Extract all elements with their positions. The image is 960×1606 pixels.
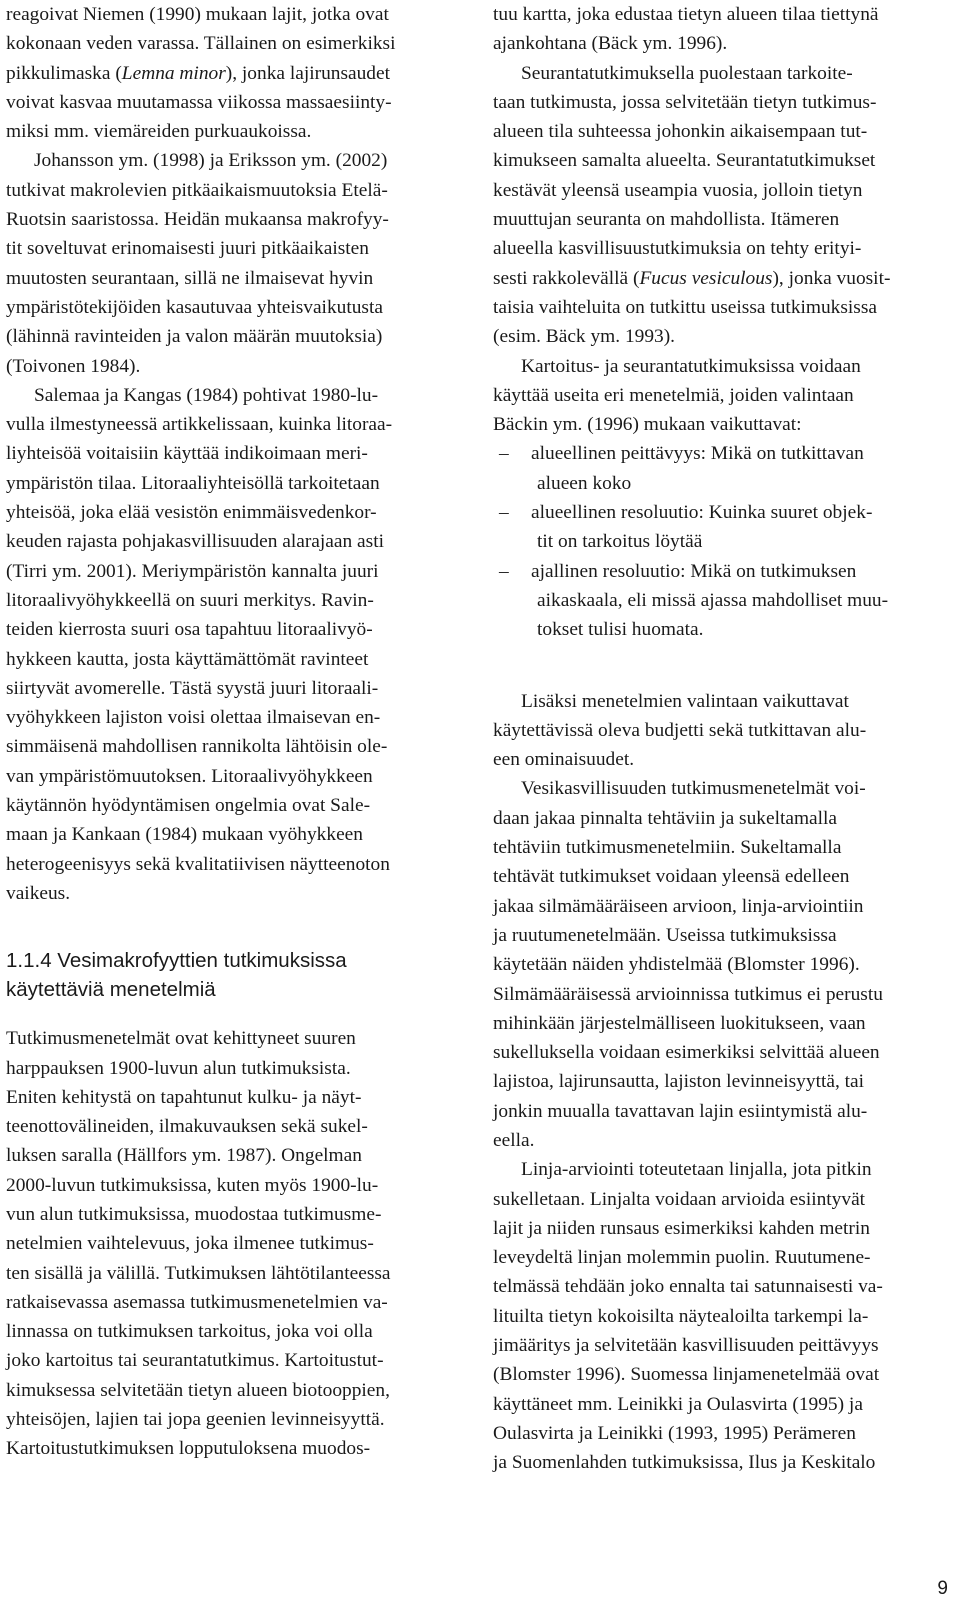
text-line: yhteisöä, joka elää vesistön enimmäisvedenkor- xyxy=(6,502,377,524)
text-line: voivat kasvaa muutamassa viikossa massaesiinty- xyxy=(6,91,392,113)
text-line: ratkaisevassa asemassa tutkimusmenetelmien va- xyxy=(6,1291,388,1313)
paragraph xyxy=(493,352,949,440)
text-line: sukelluksella voidaan esimerkiksi selvittää alueen xyxy=(493,1042,880,1064)
text-line: liyhteisöä voitaisiin käyttää indikoimaan meri- xyxy=(6,443,368,465)
text-line: tehtävät tutkimukset voidaan yleensä edelleen xyxy=(493,866,850,888)
text-line: simmäisenä mahdollisen rannikolta lähtöisin ole- xyxy=(6,736,388,758)
text-line: Lisäksi menetelmien valintaan vaikuttavat xyxy=(521,690,849,712)
text-line: reagoivat Niemen (1990) mukaan lajit, jotka ovat xyxy=(6,4,389,25)
text-line: ympäristön tilaa. Litoraaliyhteisöllä tarkoitetaan xyxy=(6,472,380,494)
text-line: vaikeus. xyxy=(6,882,71,904)
text-line: kimukseen samalta alueelta. Seurantatutkimukset xyxy=(493,150,876,172)
bullet-continuation: tokset tulisi huomata. xyxy=(537,619,704,641)
text-line: litoraalivyöhykkeellä on suuri merkitys. Ravin- xyxy=(6,589,374,611)
text-line: lajit ja niiden runsaus esimerkiksi kahden metrin xyxy=(493,1217,870,1239)
text-line: ajankohtana (Bäck ym. 1996). xyxy=(493,33,728,55)
text-line: (Toivonen 1984). xyxy=(6,355,141,377)
text-line: linnassa on tutkimuksen tarkoitus, joka voi olla xyxy=(6,1321,373,1343)
text-line: heterogeenisyys sekä kvalitatiivisen näytteenoton xyxy=(6,853,390,875)
text-line: joko kartoitus tai seurantatutkimus. Kartoitustut- xyxy=(6,1350,384,1372)
text-line: sesti rakkolevällä (Fucus vesiculous), jonka vuosit- xyxy=(493,267,891,289)
text-line: alueella kasvillisuustutkimuksia on tehty erityi- xyxy=(493,238,862,260)
text-line: ten sisällä ja välillä. Tutkimuksen lähtötilanteessa xyxy=(6,1262,391,1284)
paragraph xyxy=(6,0,461,146)
text-line: Linja-arviointi toteutetaan linjalla, jota pitkin xyxy=(521,1159,872,1181)
text-line: tehtäviin tutkimusmenetelmiin. Sukeltamalla xyxy=(493,837,842,859)
text-line: tuu kartta, joka edustaa tietyn alueen tilaa tiettynä xyxy=(493,4,879,25)
text-line: jimääritys ja selvitetään kasvillisuuden peittävyys xyxy=(493,1335,879,1357)
text-line: alueen tila suhteessa johonkin aikaisempaan tut- xyxy=(493,121,868,143)
text-line: eella. xyxy=(493,1129,535,1151)
section-heading xyxy=(6,946,461,1004)
text-line: käytetään näiden yhdistelmää (Blomster 1996). xyxy=(493,954,860,976)
text-line: teenottovälineiden, ilmakuvauksen sekä sukel- xyxy=(6,1116,368,1138)
text-line: een ominaisuudet. xyxy=(493,749,635,771)
left-column xyxy=(6,0,461,1464)
text-line: yhteisöjen, lajien tai jopa geenien levinneisyyttä. xyxy=(6,1409,385,1431)
text-line: ja ruutumenetelmään. Useissa tutkimuksissa xyxy=(493,924,837,946)
text-line: luksen saralla (Hällfors ym. 1987). Ongelman xyxy=(6,1145,362,1167)
text-line: käytettäviä menetelmiä xyxy=(6,978,216,1002)
text-line: ja Suomenlahden tutkimuksissa, Ilus ja Keskitalo xyxy=(493,1452,876,1474)
text-line: ympäristötekijöiden kasautuvaa yhteisvaikutusta xyxy=(6,296,383,318)
species-name: Fucus vesiculous xyxy=(639,267,773,289)
text-line: taisia vaihteluita on tutkittu useissa tutkimuksissa xyxy=(493,296,878,318)
text-line: Kartoitustutkimuksen lopputuloksena muodos- xyxy=(6,1438,371,1460)
paragraph xyxy=(493,1155,949,1477)
text-line: taan tutkimusta, jossa selvitetään tietyn tutkimus- xyxy=(493,91,877,113)
text-line: kokonaan veden varassa. Tällainen on esimerkiksi xyxy=(6,33,396,55)
text-line: tutkivat makrolevien pitkäaikaismuutoksia Etelä- xyxy=(6,179,388,201)
text-line: vyöhykkeen lajiston voisi olettaa ilmaisevan en- xyxy=(6,707,381,729)
paragraph xyxy=(6,146,461,380)
text-line: Seurantatutkimuksella puolestaan tarkoite- xyxy=(521,62,853,84)
text-line: keuden rajasta pohjakasvillisuuden alarajaan asti xyxy=(6,531,384,553)
text-line: (Blomster 1996). Suomessa linjamenetelmää ovat xyxy=(493,1364,880,1386)
text-line: siirtyvät avomerelle. Tästä syystä juuri litoraali- xyxy=(6,677,379,699)
text-line: maan ja Kankaan (1984) mukaan vyöhykkeen xyxy=(6,824,363,846)
dash-marker: – xyxy=(499,502,509,524)
text-line: 2000-luvun tutkimuksissa, kuten myös 1900-lu- xyxy=(6,1174,379,1196)
text-line: käyttäneet mm. Leinikki ja Oulasvirta (1995) ja xyxy=(493,1393,863,1415)
text-line: telmässä tehdään joko ennalta tai satunnaisesti va- xyxy=(493,1276,883,1298)
text-line: Ruotsin saaristossa. Heidän mukaansa makrofyy- xyxy=(6,209,389,231)
dash-marker: – xyxy=(499,560,509,582)
text-line: mihinkään järjestelmälliseen luokitukseen, vaan xyxy=(493,1012,866,1034)
paragraph xyxy=(493,0,949,59)
text-line: Oulasvirta ja Leinikki (1993, 1995) Perämeren xyxy=(493,1422,856,1444)
text-line: kestävät yleensä useampia vuosia, jolloin tietyn xyxy=(493,179,863,201)
text-line: Kartoitus- ja seurantatutkimuksissa voidaan xyxy=(521,355,861,377)
text-line: Vesikasvillisuuden tutkimusmenetelmät voi- xyxy=(521,778,866,800)
right-column xyxy=(493,0,949,1478)
text-line: pikkulimaska (Lemna minor), jonka lajirunsaudet xyxy=(6,62,390,84)
text-line: vun alun tutkimuksissa, muodostaa tutkimusme- xyxy=(6,1203,382,1225)
text-line: käyttää useita eri menetelmiä, joiden valintaan xyxy=(493,384,854,406)
paragraph xyxy=(6,381,461,908)
text-line: hykkeen kautta, josta käyttämättömät ravinteet xyxy=(6,648,369,670)
text-line: Salemaa ja Kangas (1984) pohtivat 1980-lu- xyxy=(34,384,379,406)
paragraph xyxy=(493,687,949,775)
dash-marker: – xyxy=(499,443,509,465)
text-line: harppauksen 1900-luvun alun tutkimuksista. xyxy=(6,1057,351,1079)
species-name: Lemna minor xyxy=(121,62,226,84)
text-line: käytännön hyödyntämisen ongelmia ovat Sale- xyxy=(6,795,371,817)
bullet-item: – alueellinen peittävyys: Mikä on tutkittavan xyxy=(493,439,949,468)
paragraph xyxy=(493,774,949,1155)
text-line: Bäckin ym. (1996) mukaan vaikuttavat: xyxy=(493,414,802,436)
paragraph xyxy=(6,1024,461,1463)
text-line: muuttujan seuranta on mahdollista. Itämeren xyxy=(493,209,840,231)
text-line: netelmien vaihtelevuus, joka ilmenee tutkimus- xyxy=(6,1233,374,1255)
text-line: käytettävissä oleva budjetti sekä tutkittavan alu- xyxy=(493,719,867,741)
page-number: 9 xyxy=(937,1578,948,1599)
text-line: (esim. Bäck ym. 1993). xyxy=(493,326,676,348)
text-line: sukelletaan. Linjalta voidaan arvioida esiintyvät xyxy=(493,1188,866,1210)
text-line: Silmämääräisessä arvioinnissa tutkimus ei perustu xyxy=(493,983,883,1005)
bullet-continuation: tit on tarkoitus löytää xyxy=(537,531,703,553)
bullet-continuation: aikaskaala, eli missä ajassa mahdolliset muu- xyxy=(537,589,889,611)
text-line: jakaa silmämääräiseen arvioon, linja-arviointiin xyxy=(493,895,864,917)
text-line: teiden kierrosta suuri osa tapahtuu litoraalivyö- xyxy=(6,619,373,641)
text-line: tit soveltuvat erinomaisesti juuri pitkäaikaisten xyxy=(6,238,369,260)
bullet-continuation: alueen koko xyxy=(537,472,632,494)
text-line: Johansson ym. (1998) ja Eriksson ym. (2002) xyxy=(34,150,388,172)
text-line: 1.1.4 Vesimakrofyyttien tutkimuksissa xyxy=(6,949,347,973)
text-line: van ympäristömuutoksen. Litoraalivyöhykkeen xyxy=(6,765,373,787)
paragraph xyxy=(493,59,949,352)
text-line: (Tirri ym. 2001). Meriympäristön kannalta juuri xyxy=(6,560,379,582)
text-line: lajistoa, lajirunsautta, lajiston levinneisyyttä, tai xyxy=(493,1071,865,1093)
text-line: leveydeltä linjan molemmin puolin. Ruutumene- xyxy=(493,1247,871,1269)
text-line: daan jakaa pinnalta tehtäviin ja sukeltamalla xyxy=(493,807,838,829)
text-line: lituilta tietyn kokoisilta näytealoilta tarkempi la- xyxy=(493,1305,869,1327)
text-line: muutosten seurantaan, sillä ne ilmaisevat hyvin xyxy=(6,267,374,289)
text-line: miksi mm. viemäreiden purkuaukoissa. xyxy=(6,121,312,143)
bullet-item: – alueellinen resoluutio: Kuinka suuret objek- xyxy=(493,498,949,527)
text-line: vulla ilmestyneessä artikkelissaan, kuinka litoraa- xyxy=(6,414,393,436)
bullet-list xyxy=(493,439,949,644)
text-line: Tutkimusmenetelmät ovat kehittyneet suuren xyxy=(6,1028,356,1050)
text-line: jonkin muualla tavattavan lajin esiintymistä alu- xyxy=(493,1100,868,1122)
bullet-item: – ajallinen resoluutio: Mikä on tutkimuksen xyxy=(493,557,949,586)
text-line: (lähinnä ravinteiden ja valon määrän muutoksia) xyxy=(6,326,383,348)
text-line: kimuksessa selvitetään tietyn alueen biotooppien, xyxy=(6,1379,390,1401)
text-line: Eniten kehitystä on tapahtunut kulku- ja näyt- xyxy=(6,1086,362,1108)
